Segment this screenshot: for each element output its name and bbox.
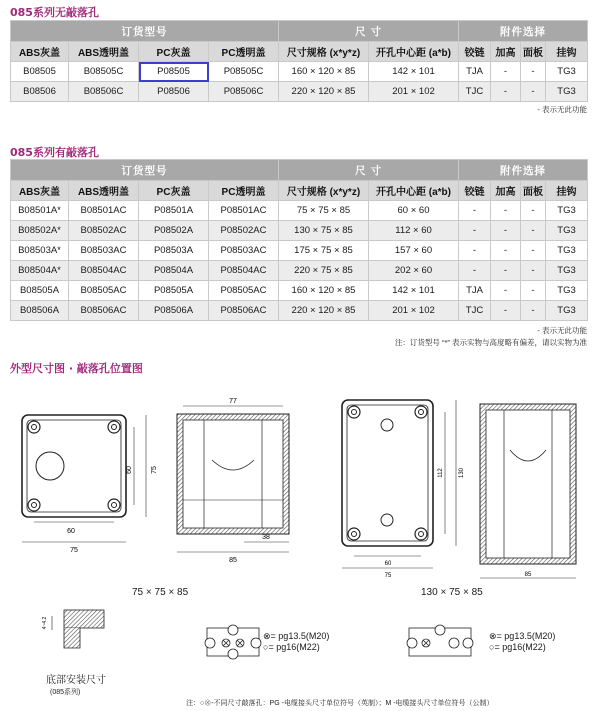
- table-cell: -: [521, 241, 546, 261]
- pg16-icon: ○: [263, 642, 269, 652]
- col-header: 尺寸规格 (x*y*z): [279, 181, 369, 201]
- table-cell: B08502A*: [11, 221, 69, 241]
- dim-label: 75: [151, 466, 158, 474]
- table-cell: P08504AC: [209, 261, 279, 281]
- table-cell: TG3: [546, 82, 588, 102]
- col-header: PC灰盖: [139, 181, 209, 201]
- legend-text: = pg16(M22): [268, 642, 320, 652]
- table-cell: TG3: [546, 241, 588, 261]
- table-cell: B08503A*: [11, 241, 69, 261]
- drawings-title: 外型尺寸图 · 敲落孔位置图: [10, 362, 143, 375]
- table-cell: -: [491, 221, 521, 241]
- table-cell: 202 × 60: [369, 261, 459, 281]
- pg13-icon: ⊗: [489, 631, 497, 641]
- table-cell: TG3: [546, 281, 588, 301]
- table-row: [11, 281, 588, 301]
- table-cell: -: [491, 201, 521, 221]
- table-cell: -: [521, 82, 546, 102]
- group-dimensions: 尺 寸: [279, 21, 459, 42]
- table-cell: -: [521, 301, 546, 321]
- knockout-diagram-a: [205, 625, 261, 659]
- table-cell: P08505A: [139, 281, 209, 301]
- table-cell: 60 × 60: [369, 201, 459, 221]
- col-header: 挂钩: [546, 42, 588, 62]
- table-cell: -: [459, 261, 491, 281]
- dim-label: 60: [384, 561, 392, 567]
- table-row: [11, 201, 588, 221]
- table-cell: B08506A: [11, 301, 69, 321]
- table-cell: 142 × 101: [369, 62, 459, 82]
- table-cell: B08506AC: [69, 301, 139, 321]
- table-no-knockout: [10, 20, 588, 102]
- legend-a: [263, 631, 329, 652]
- pg16-icon: ○: [489, 642, 495, 652]
- box-a-top-view: [22, 415, 126, 517]
- table-cell: -: [491, 82, 521, 102]
- table-cell: P08506AC: [209, 301, 279, 321]
- table-cell: 220 × 75 × 85: [279, 261, 369, 281]
- table-cell: 201 × 102: [369, 301, 459, 321]
- group-accessories: 附件选择: [459, 160, 588, 181]
- box-b-top-view: [342, 400, 433, 546]
- table-cell: P08506C: [209, 82, 279, 102]
- legend-item: [263, 631, 329, 642]
- table-cell: 201 × 102: [369, 82, 459, 102]
- legend-item: [489, 631, 555, 642]
- table-cell: 160 × 120 × 85: [279, 62, 369, 82]
- col-header: 面板: [521, 181, 546, 201]
- table-header-row: [11, 181, 588, 201]
- table-cell: TG3: [546, 201, 588, 221]
- dim-label: 60: [67, 528, 75, 535]
- table-note: - 表示无此功能: [537, 326, 587, 335]
- group-order-model: 订货型号: [11, 21, 279, 42]
- legend-text: = pg16(M22): [494, 642, 546, 652]
- table-cell: B08504AC: [69, 261, 139, 281]
- table-cell: 112 × 60: [369, 221, 459, 241]
- table-footnote: 注：订货型号 “*” 表示实物与高度略有偏差，请以实物为准: [394, 338, 587, 347]
- col-header: ABS灰盖: [11, 181, 69, 201]
- table-cell: P08505C: [209, 62, 279, 82]
- table-cell: P08503AC: [209, 241, 279, 261]
- box-a-side-view: [177, 414, 289, 534]
- table-cell: TG3: [546, 261, 588, 281]
- col-header: ABS透明盖: [69, 42, 139, 62]
- col-header: 挂钩: [546, 181, 588, 201]
- col-header: PC透明盖: [209, 181, 279, 201]
- table-row: [11, 301, 588, 321]
- dim-label: 85: [524, 572, 532, 578]
- table-cell: B08501A*: [11, 201, 69, 221]
- table-cell: -: [459, 221, 491, 241]
- col-header: 开孔中心距 (a*b): [369, 42, 459, 62]
- col-header: 尺寸规格 (x*y*z): [279, 42, 369, 62]
- dim-label: 112: [438, 468, 444, 478]
- table-cell: -: [491, 62, 521, 82]
- col-header: 面板: [521, 42, 546, 62]
- group-accessories: 附件选择: [459, 21, 588, 42]
- table-cell: B08503AC: [69, 241, 139, 261]
- dim-label: 77: [229, 398, 237, 405]
- legend-item: [263, 642, 329, 652]
- col-header: ABS透明盖: [69, 181, 139, 201]
- group-order-model: 订货型号: [11, 160, 279, 181]
- table-cell: TJC: [459, 301, 491, 321]
- col-header: PC灰盖: [139, 42, 209, 62]
- table-cell: P08502A: [139, 221, 209, 241]
- col-header: 铰链: [459, 181, 491, 201]
- pg13-icon: ⊗: [263, 631, 271, 641]
- col-header: 铰链: [459, 42, 491, 62]
- table-cell: P08506A: [139, 301, 209, 321]
- bottom-mount-label: 底部安装尺寸: [46, 675, 106, 686]
- table-cell: B08502AC: [69, 221, 139, 241]
- col-header: 加高: [491, 42, 521, 62]
- table-cell: 160 × 120 × 85: [279, 281, 369, 301]
- table-cell: B08501AC: [69, 201, 139, 221]
- table-cell: B08506: [11, 82, 69, 102]
- bottom-mount-detail: [52, 610, 104, 648]
- table-row: [11, 241, 588, 261]
- table-cell: -: [459, 201, 491, 221]
- table-cell: TG3: [546, 221, 588, 241]
- table-row: [11, 261, 588, 281]
- table-cell: P08506: [139, 82, 209, 102]
- table-cell: TJC: [459, 82, 491, 102]
- table-cell: -: [491, 281, 521, 301]
- table-cell: P08501A: [139, 201, 209, 221]
- col-header: ABS灰盖: [11, 42, 69, 62]
- box-b-side-view: [480, 404, 576, 564]
- table-cell: B08504A*: [11, 261, 69, 281]
- table-cell: B08505AC: [69, 281, 139, 301]
- table-cell: 142 × 101: [369, 281, 459, 301]
- table-cell: -: [521, 201, 546, 221]
- table-cell: TG3: [546, 62, 588, 82]
- highlighted-cell[interactable]: P08505: [139, 62, 209, 82]
- table-cell: -: [521, 281, 546, 301]
- table-cell: -: [491, 261, 521, 281]
- dim-label: 38: [262, 534, 270, 541]
- table-cell: P08502AC: [209, 221, 279, 241]
- knockout-diagram-b: [407, 625, 473, 656]
- dim-label: 4~4.2: [42, 616, 48, 630]
- table-cell: TG3: [546, 301, 588, 321]
- table-cell: P08501AC: [209, 201, 279, 221]
- table-cell: -: [491, 241, 521, 261]
- table-cell: 175 × 75 × 85: [279, 241, 369, 261]
- dim-label: 130: [459, 467, 465, 479]
- table-cell: P08504A: [139, 261, 209, 281]
- table-cell: P08505AC: [209, 281, 279, 301]
- table-cell: 220 × 120 × 85: [279, 301, 369, 321]
- table-cell: 75 × 75 × 85: [279, 201, 369, 221]
- caption-130x75: 130 × 75 × 85: [421, 587, 483, 598]
- table-cell: 220 × 120 × 85: [279, 82, 369, 102]
- section2-title: 085系列有敲落孔: [10, 146, 99, 159]
- col-header: 加高: [491, 181, 521, 201]
- legend-text: = pg13.5(M20): [270, 631, 330, 641]
- legend-item: [489, 642, 555, 652]
- table-cell: TJA: [459, 62, 491, 82]
- section1-title: 085系列无敲落孔: [10, 6, 99, 19]
- table-note: - 表示无此功能: [537, 105, 587, 114]
- drawings-canvas: [0, 380, 595, 711]
- bottom-mount-sublabel: (085系列): [50, 689, 81, 696]
- col-header: 开孔中心距 (a*b): [369, 181, 459, 201]
- table-cell: TJA: [459, 281, 491, 301]
- group-dimensions: 尺 寸: [279, 160, 459, 181]
- table-cell: 157 × 60: [369, 241, 459, 261]
- legend-b: [489, 631, 555, 652]
- table-cell: B08506C: [69, 82, 139, 102]
- drawings-footnote: 注：○⊗-不同尺寸敲落孔：PG -电缆接头尺寸单位符号（英制）；M -电缆接头尺寸单位符号（公制）: [186, 700, 494, 707]
- table-cell: -: [459, 241, 491, 261]
- table-cell: -: [521, 62, 546, 82]
- table-with-knockout: [10, 159, 588, 321]
- table-cell: -: [491, 301, 521, 321]
- table-row: [11, 82, 588, 102]
- table-cell: B08505C: [69, 62, 139, 82]
- table-cell: P08503A: [139, 241, 209, 261]
- table-cell: -: [521, 221, 546, 241]
- table-row: [11, 221, 588, 241]
- caption-75x75: 75 × 75 × 85: [132, 587, 189, 598]
- dim-label: 85: [229, 557, 237, 564]
- table-cell: B08505A: [11, 281, 69, 301]
- table-cell: -: [521, 261, 546, 281]
- table-row: [11, 62, 588, 82]
- table-cell: 130 × 75 × 85: [279, 221, 369, 241]
- dim-label: 75: [384, 573, 392, 579]
- legend-text: = pg13.5(M20): [496, 631, 556, 641]
- table-header-row: [11, 42, 588, 62]
- table-cell: B08505: [11, 62, 69, 82]
- col-header: PC透明盖: [209, 42, 279, 62]
- dim-label: 60: [126, 466, 133, 474]
- dim-label: 75: [70, 547, 78, 554]
